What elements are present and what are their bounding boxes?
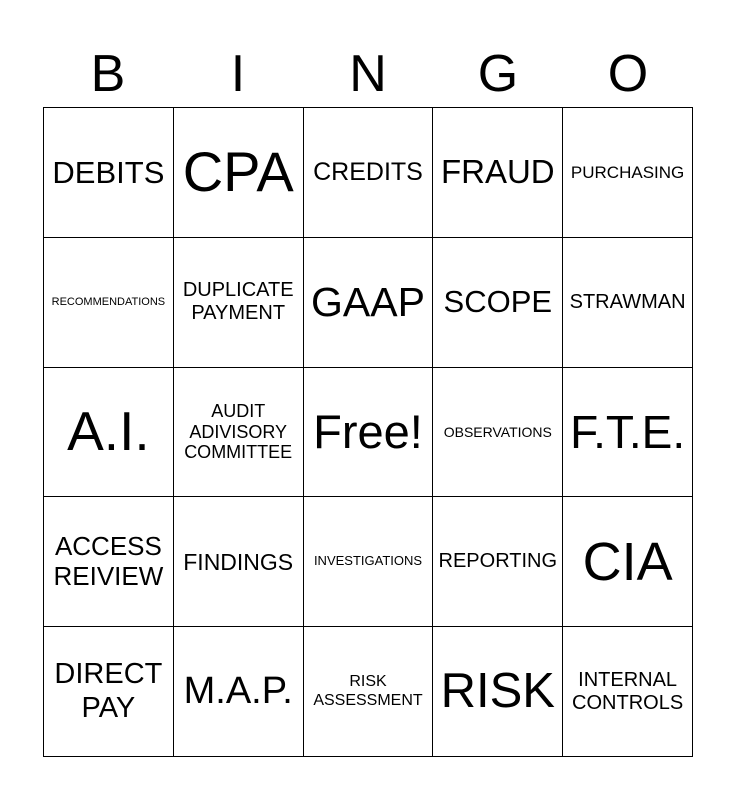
header-letter-b: B (90, 45, 126, 103)
bingo-cell[interactable] (174, 627, 304, 757)
header-letter-o: O (607, 45, 649, 103)
bingo-cell-text: CIA (582, 531, 673, 592)
bingo-cell-text: CPA (182, 140, 294, 204)
bingo-cell-text: DUPLICATE PAYMENT (182, 279, 294, 325)
bingo-cell[interactable] (563, 627, 693, 757)
bingo-cell[interactable] (44, 627, 174, 757)
bingo-cell-text: DIRECT PAY (54, 658, 163, 724)
bingo-cell[interactable] (563, 368, 693, 498)
bingo-cell[interactable] (174, 368, 304, 498)
bingo-header (43, 40, 693, 108)
bingo-cell[interactable] (563, 497, 693, 627)
header-letter-g: G (477, 45, 519, 103)
bingo-cell[interactable] (44, 497, 174, 627)
bingo-cell-text: FRAUD (440, 153, 555, 191)
bingo-cell-text: GAAP (311, 278, 425, 325)
bingo-cell[interactable] (44, 238, 174, 368)
bingo-cell-text: AUDIT ADIVISORY COMMITTEE (184, 400, 293, 463)
bingo-board (43, 107, 693, 757)
bingo-cell[interactable] (304, 238, 434, 368)
bingo-cell[interactable] (174, 238, 304, 368)
header-letter-n: N (349, 45, 387, 103)
bingo-cell[interactable] (174, 497, 304, 627)
bingo-cell-text: SCOPE (443, 284, 553, 320)
bingo-cell-text: INVESTIGATIONS (313, 553, 423, 569)
bingo-cell[interactable] (304, 497, 434, 627)
bingo-cell-text: OBSERVATIONS (443, 423, 552, 440)
bingo-cell[interactable] (44, 108, 174, 238)
bingo-cell[interactable] (433, 238, 563, 368)
bingo-cell-text: F.T.E. (570, 405, 686, 458)
bingo-cell[interactable] (433, 368, 563, 498)
bingo-cell-text: RECOMMENDATIONS (51, 295, 166, 308)
bingo-cell[interactable] (563, 238, 693, 368)
bingo-cell-text: PURCHASING (570, 162, 685, 182)
bingo-cell-text: RISK (440, 664, 555, 719)
bingo-cell-text: ACCESS REIVIEW (53, 530, 164, 591)
bingo-cell[interactable] (174, 108, 304, 238)
bingo-cell[interactable] (433, 627, 563, 757)
bingo-cell-text: RISK ASSESSMENT (313, 673, 423, 709)
bingo-cell-text: FINDINGS (183, 548, 294, 575)
bingo-cell[interactable] (304, 368, 434, 498)
bingo-cell-text: DEBITS (52, 154, 165, 190)
bingo-cell[interactable] (563, 108, 693, 238)
bingo-cell-text: INTERNAL CONTROLS (572, 668, 684, 714)
header-letter-i: I (230, 45, 246, 103)
bingo-cell[interactable] (304, 108, 434, 238)
bingo-cell[interactable] (433, 497, 563, 627)
bingo-cell-text: Free! (313, 404, 423, 458)
bingo-cell-text: REPORTING (438, 550, 558, 573)
bingo-cell[interactable] (433, 108, 563, 238)
bingo-cell[interactable] (44, 368, 174, 498)
bingo-cell[interactable] (304, 627, 434, 757)
bingo-cell-text: A.I. (67, 400, 150, 463)
bingo-cell-text: STRAWMAN (569, 290, 686, 313)
bingo-cell-text: CREDITS (313, 158, 423, 187)
bingo-cell-text: M.A.P. (183, 669, 293, 712)
